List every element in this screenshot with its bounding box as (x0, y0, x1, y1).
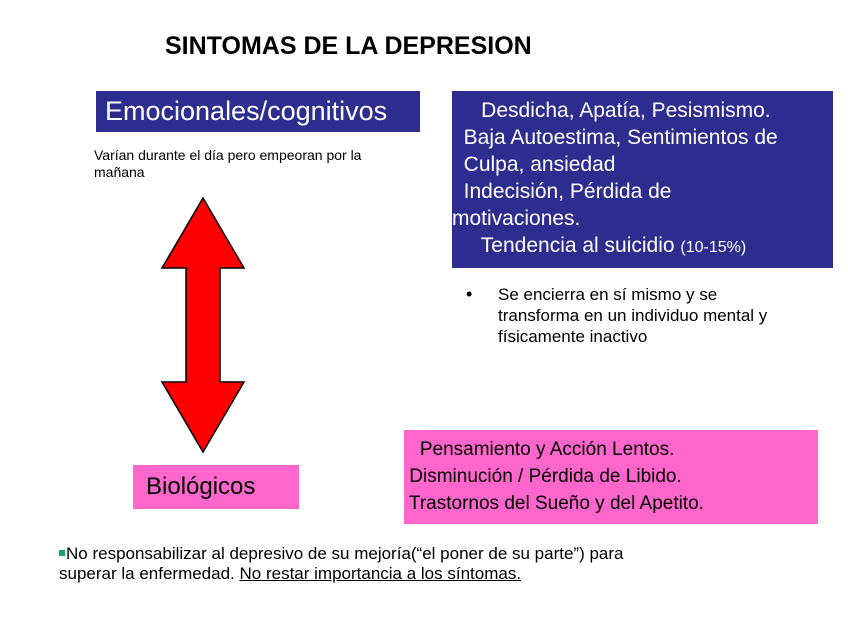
biological-label-box (133, 465, 299, 509)
emotional-symptom-line-suicide (452, 232, 833, 261)
biological-label: Biológicos (146, 473, 256, 500)
biological-symptoms-box (404, 430, 818, 524)
footer-note (59, 544, 679, 584)
emotional-symptoms-box (452, 91, 833, 268)
double-arrow-shape (162, 198, 244, 452)
emotional-note: Varían durante el día pero empeoran por la mañana (94, 147, 362, 180)
emotional-label: Emocionales/cognitivos (105, 96, 388, 126)
bullet-marker: • (466, 284, 473, 304)
emotional-symptom-line: motivaciones. (452, 207, 581, 230)
bullet-text: Se encierra en sí mismo y se transforma en un individuo mental y físicamente inactivo (498, 285, 768, 346)
biological-symptom-line: Trastornos del Sueño y del Apetito. (404, 493, 704, 514)
emotional-label-box (96, 91, 420, 132)
footer-underlined-text: No restar importancia a los síntomas. (239, 564, 522, 583)
footer-text: No responsabilizar al depresivo de su mejoría(“el poner de su parte”) para superar la enfermedad. (59, 544, 624, 583)
page-title: SINTOMAS DE LA DEPRESION (165, 32, 532, 60)
square-bullet-icon (59, 550, 65, 556)
emotional-symptom-line: Culpa, ansiedad (452, 153, 616, 176)
biological-symptom-line: Disminución / Pérdida de Libido. (404, 466, 682, 487)
emotional-symptom-line: Baja Autoestima, Sentimientos de (452, 126, 778, 149)
biological-symptom-line: Pensamiento y Acción Lentos. (404, 439, 675, 460)
suicide-text: Tendencia al suicidio (452, 234, 681, 257)
emotional-symptom-line: Desdicha, Apatía, Pesismismo. (452, 99, 771, 122)
double-arrow-icon (160, 196, 246, 454)
emotional-symptom-line: Indecisión, Pérdida de (452, 180, 672, 203)
suicide-rate: (10-15%) (680, 239, 747, 256)
